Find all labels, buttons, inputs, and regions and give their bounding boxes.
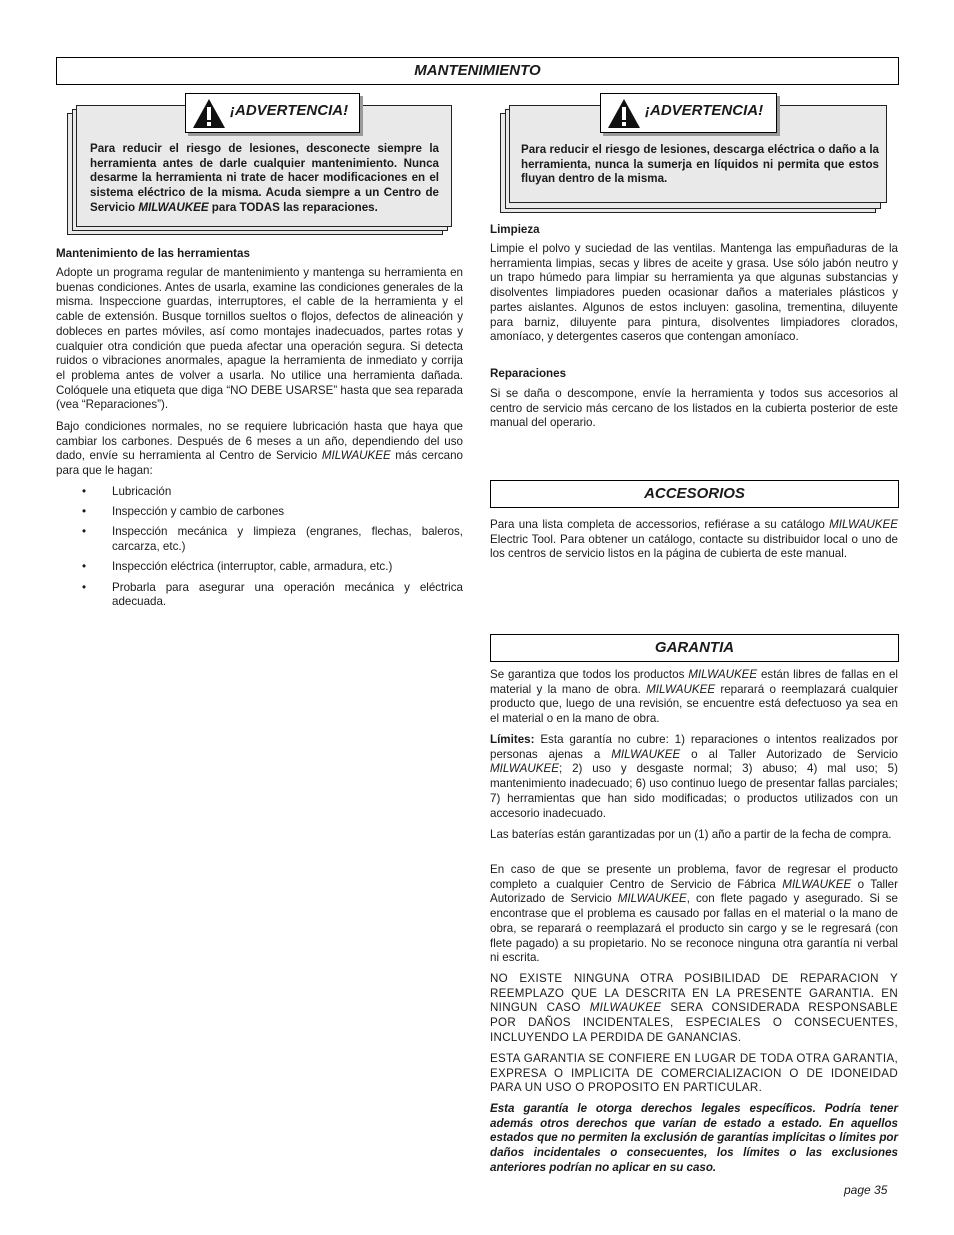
brand-name: MILWAUKEE <box>688 668 758 681</box>
brand-name: MILWAUKEE <box>321 449 391 463</box>
paragraph: Adopte un programa regular de mantenimiento y mantenga su herramienta en buenas condiciones. Antes de usarla, examine las condiciones generales de la misma. Inspeccione guardas, interruptores, el cable de la herramienta y el cable de extensión. Busque tornillos sueltos o flojos, defectos de alineación y dobleces en partes móviles, así como montajes inadecuados, partes rotas y cualquier otra condición que pueda afectar una operación segura. Si detecta ruidos o vibraciones anormales, apague la herramienta de inmediato y corrija el problema antes de volver a usarla. No utilice una herramienta dañada. Colóquele una etiqueta que diga “NO DEBE USARSE” hasta que sea reparada (vea “Reparaciones”). <box>56 266 463 412</box>
section-banner-warranty <box>490 634 899 662</box>
paragraph: Si se daña o descompone, envíe la herramienta y todos sus accesorios al centro de servicio más cercano de los listados en la cubierta posterior de este manual del operario. <box>490 387 898 430</box>
section-title: ACCESORIOS <box>644 485 745 502</box>
warning-label-text: ¡ADVERTENCIA! <box>230 102 349 119</box>
subheading-cleaning: Limpieza <box>490 223 540 236</box>
paragraph: Esta garantía le otorga derechos legales específicos. Podría tener además otros derechos que varían de estado a estado. En aquellos estados que no permiten la exclusión de garantías implícitas o límites por daños incidentales o consecuentes, los límites o las exclusiones anteriores podrían no aplicar en su caso. <box>490 1102 898 1174</box>
limits-label: Límites: <box>490 733 535 746</box>
list-item: • Lubricación <box>56 485 463 500</box>
warning-label <box>185 93 360 133</box>
brand-name: MILWAUKEE <box>782 877 852 891</box>
page-number: page 35 <box>844 1183 888 1197</box>
list-item: • Probarla para asegurar una operación mecánica y eléctrica adecuada. <box>56 581 463 610</box>
paragraph: Se garantiza que todos los productos MILWAUKEE están libres de fallas en el material y la mano de obra. MILWAUKEE reparará o reemplazará cualquier producto que, luego de una revisión, se encuentre está defectuoso ya sea en el material o en la mano de obra. <box>490 668 898 726</box>
paragraph: NO EXISTE NINGUNA OTRA POSIBILIDAD DE REPARACION Y REEMPLAZO QUE LA DESCRITA EN LA PRESENTE GARANTIA. EN NINGUN CASO MILWAUKEE SERA CONSIDERADA RESPONSABLE POR DAÑOS INCIDENTALES, ESPECIALES O CONSECUENTES, INCLUYENDO LA PERDIDA DE GANANCIAS. <box>490 972 899 1044</box>
section-banner-accessories <box>490 480 899 508</box>
warning-label <box>600 93 777 133</box>
warning-triangle-icon <box>192 98 226 129</box>
paragraph: Las baterías están garantizadas por un (1) año a partir de la fecha de compra. <box>490 828 892 841</box>
brand-name: MILWAUKEE <box>138 200 209 214</box>
brand-name: MILWAUKEE <box>617 892 687 906</box>
warning-text: Para reducir el riesgo de lesiones, desconecte siempre la herramienta antes de darle cualquier mantenimiento. Nunca desarme la herramienta ni trate de hacer modificaciones en el sistema eléctrico de la misma. Acuda siempre a un Centro de Servicio MILWAUKEE para TODAS las reparaciones. <box>90 142 439 214</box>
list-item: • Inspección eléctrica (interruptor, cable, armadura, etc.) <box>56 560 463 575</box>
paragraph: Limpie el polvo y suciedad de las ventilas. Mantenga las empuñaduras de la herramienta limpias, secas y libres de aceite y grasa. Use sólo jabón neutro y un trapo húmedo para limpiar su herramienta ya que algunas substancias y disolventes limpiadores pueden ocasionar daños a materiales plásticos y partes aislantes. Algunos de estos incluyen: gasolina, trementina, diluyente para barniz, diluyente para pintura, disolventes limpiadores clorados, amoníaco, y detergentes caseros que contengan amoníaco. <box>490 242 898 344</box>
brand-name: MILWAUKEE <box>829 518 898 531</box>
section-title: GARANTIA <box>654 639 735 656</box>
brand-name: MILWAUKEE <box>646 682 716 696</box>
subheading-tool-maintenance: Mantenimiento de las herramientas <box>56 247 250 260</box>
warning-label-text: ¡ADVERTENCIA! <box>645 102 764 119</box>
section-title: MANTENIMIENTO <box>414 62 541 79</box>
brand-name: MILWAUKEE <box>589 1001 662 1015</box>
section-banner-maintenance <box>56 57 899 85</box>
list-item: • Inspección y cambio de carbones <box>56 505 463 520</box>
paragraph: ESTA GARANTIA SE CONFIERE EN LUGAR DE TODA OTRA GARANTIA, EXPRESA O IMPLICITA DE COMERCIALIZACION O DE IDONEIDAD PARA UN USO O PROPOSITO EN PARTICULAR. <box>490 1052 898 1095</box>
subheading-repairs: Reparaciones <box>490 367 567 380</box>
brand-name: MILWAUKEE <box>490 762 559 776</box>
warning-triangle-icon <box>607 98 641 129</box>
list-item: • Inspección mecánica y limpieza (engranes, flechas, baleros, carcarza, etc.) <box>56 525 463 554</box>
warning-text: Para reducir el riesgo de lesiones, descarga eléctrica o daño a la herramienta, nunca la sumerja en líquidos ni permita que estos fluyan dentro de la misma. <box>521 143 879 186</box>
paragraph: Para una lista completa de accessorios, refiérase a su catálogo MILWAUKEE Electric Tool. Para obtener un catálogo, contacte su distribuidor local o uno de los centros de servicio listos en la página de cubierta de este manual. <box>490 518 898 561</box>
service-bullet-list <box>56 485 463 615</box>
paragraph: En caso de que se presente un problema, favor de regresar el producto completo a cualquier Centro de Servicio de Fábrica MILWAUKEE o Taller Autorizado de Servicio MILWAUKEE, con flete pagado y asegurado. Si se encontrase que el problema es causado por fallas en el material o la mano de obra, se reparará o reemplazará el producto sin cargo y se le regresará (con flete pagado) a su propietario. No se reconoce ninguna otra garantía ni verbal ni escrita. <box>490 863 898 965</box>
brand-name: MILWAUKEE <box>611 747 681 761</box>
paragraph: Bajo condiciones normales, no se requiere lubricación hasta que haya que cambiar los carbones. Después de 6 meses a un año, dependiendo del uso dado, envíe su herramienta al Centro de Servicio MILWAUKEE más cercano para que le hagan: <box>56 420 463 478</box>
paragraph: Límites: Esta garantía no cubre: 1) reparaciones o intentos realizados por personas ajenas a MILWAUKEE o al Taller Autorizado de Servicio MILWAUKEE; 2) uso y desgaste normal; 3) abuso; 4) mal uso; 5) mantenimiento inadecuado; 6) uso continuo luego de presentar fallas parciales; 7) herramientas que han sido modificadas; o productos utilizados con un accesorio inadecuado. <box>490 733 898 820</box>
